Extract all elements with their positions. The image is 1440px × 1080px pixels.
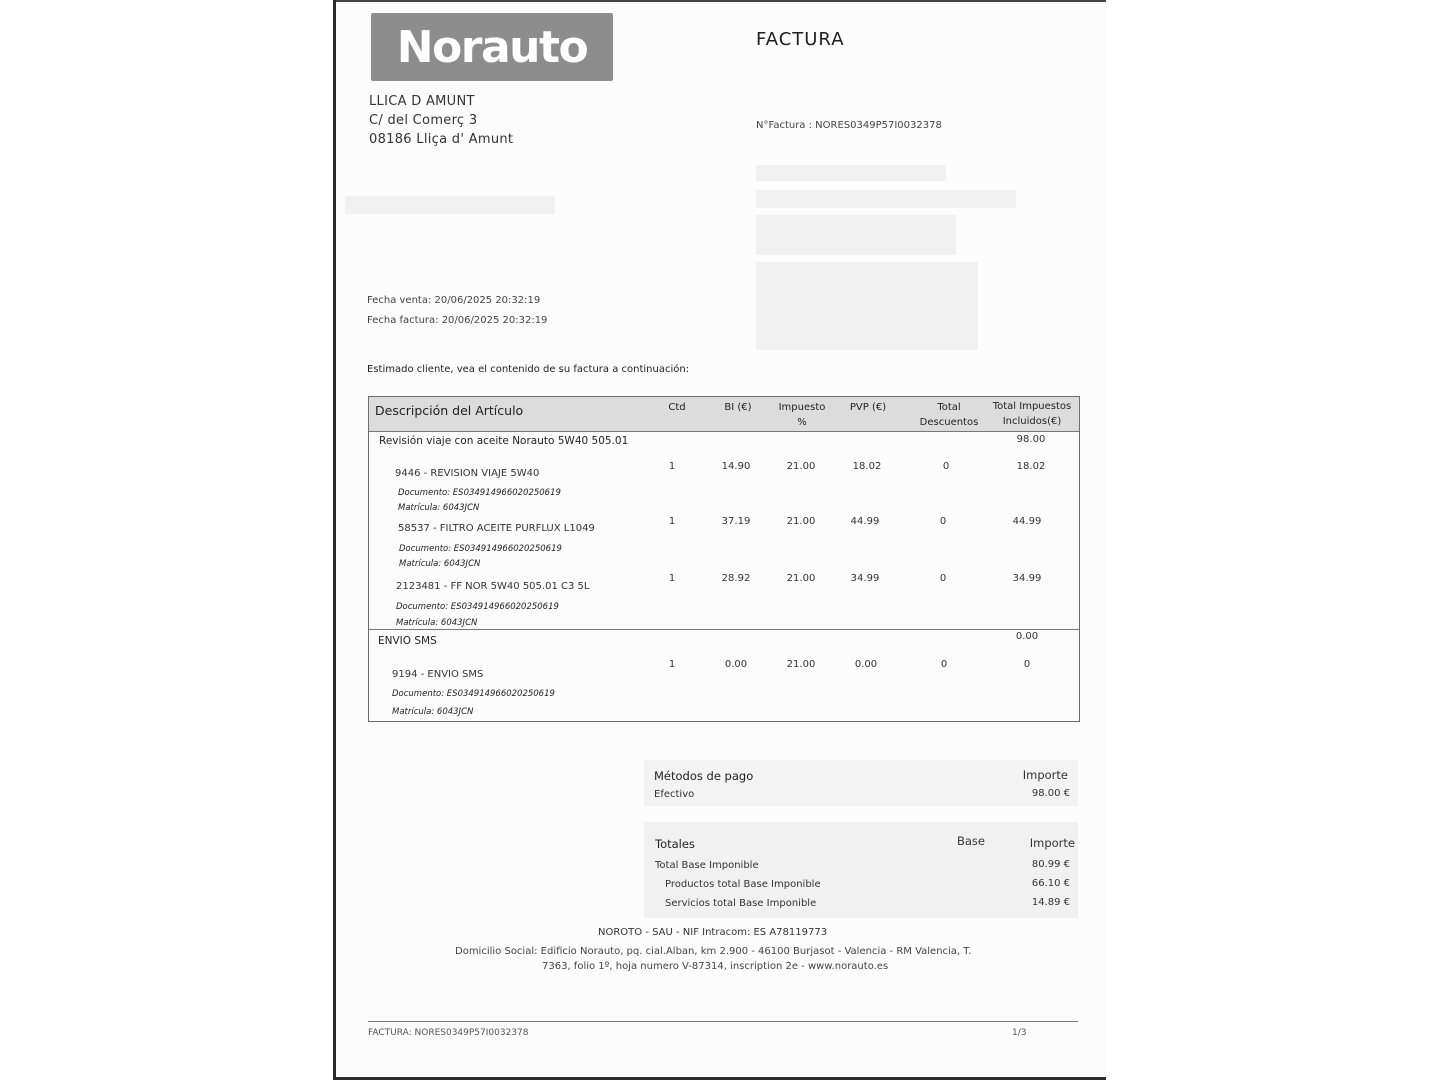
totals-row-label: Total Base Imponible (655, 860, 759, 871)
redacted-area (756, 190, 1016, 208)
group-divider (369, 629, 1079, 630)
sale-date: Fecha venta: 20/06/2025 20:32:19 (367, 295, 541, 306)
header-qty: Ctd (668, 402, 686, 413)
group-title: ENVIO SMS (378, 635, 437, 647)
item-qty: 1 (668, 461, 676, 472)
item-pvp: 44.99 (850, 516, 880, 527)
item-bi: 0.00 (724, 659, 748, 670)
header-discounts (914, 400, 984, 430)
payment-title: Métodos de pago (654, 769, 754, 783)
item-discount: 0 (939, 516, 947, 527)
totals-box (644, 822, 1078, 918)
item-tax: 21.00 (786, 516, 816, 527)
items-table (368, 396, 1080, 722)
item-matricula: Matrícula: 6043JCN (398, 503, 480, 513)
item-bi: 37.19 (721, 516, 751, 527)
item-documento: Documento: ES034914966020250619 (399, 544, 562, 554)
header-pvp: PVP (€) (849, 402, 887, 413)
item-matricula: Matrícula: 6043JCN (396, 618, 478, 628)
item-tax: 21.00 (786, 461, 816, 472)
item-name: 2123481 - FF NOR 5W40 505.01 C3 5L (396, 581, 590, 592)
header-tax-line1: Impuesto (778, 402, 826, 413)
item-name: 58537 - FILTRO ACEITE PURFLUX L1049 (398, 523, 595, 534)
intro-text: Estimado cliente, vea el contenido de su factura a continuación: (367, 364, 690, 375)
footer-address-line2: 7363, folio 1º, hoja numero V-87314, inscription 2e - www.norauto.es (542, 961, 889, 972)
totals-base-label: Base (957, 834, 986, 848)
totals-row-value: 80.99 € (1031, 859, 1070, 870)
item-total: 44.99 (1012, 516, 1042, 527)
redacted-area (756, 262, 978, 350)
payment-amount-label: Importe (1022, 768, 1068, 782)
totals-row-value: 14.89 € (1031, 897, 1070, 908)
item-total: 18.02 (1016, 461, 1046, 472)
redacted-area (756, 165, 946, 181)
totals-row-label: Servicios total Base Imponible (665, 898, 817, 909)
header-description: Descripción del Artículo (375, 403, 524, 418)
paper-edge-top (336, 0, 1106, 2)
item-discount: 0 (940, 659, 948, 670)
page-number: 1/3 (1012, 1028, 1027, 1038)
item-qty: 1 (668, 516, 676, 527)
payment-amount: 98.00 € (1031, 788, 1070, 799)
item-matricula: Matrícula: 6043JCN (392, 707, 474, 717)
item-documento: Documento: ES034914966020250619 (396, 602, 559, 612)
group-total: 0.00 (1015, 631, 1039, 642)
paper-edge-left (333, 0, 336, 1080)
payment-box (644, 760, 1078, 806)
invoice-date: Fecha factura: 20/06/2025 20:32:19 (367, 315, 548, 326)
footer-divider (368, 1021, 1078, 1022)
header-discounts-line1: Total (937, 402, 961, 413)
footer-address-line1: Domicilio Social: Edificio Norauto, pq. cial.Alban, km 2.900 - 46100 Burjasot - Valencia - RM Valencia, T. (455, 946, 972, 957)
item-name: 9446 - REVISION VIAJE 5W40 (395, 468, 540, 479)
item-name: 9194 - ENVIO SMS (392, 669, 484, 680)
item-total: 0 (1023, 659, 1031, 670)
group-title: Revisión viaje con aceite Norauto 5W40 505.01 (379, 435, 629, 447)
header-bi: BI (€) (724, 402, 752, 413)
header-discounts-line2: Descuentos (919, 417, 979, 428)
item-discount: 0 (942, 461, 950, 472)
footer-company: NOROTO - SAU - NIF Intracom: ES A78119773 (598, 927, 828, 938)
item-documento: Documento: ES034914966020250619 (398, 488, 561, 498)
store-city: 08186 Lliça d' Amunt (369, 132, 514, 147)
payment-method: Efectivo (654, 789, 695, 800)
item-discount: 0 (939, 573, 947, 584)
item-total: 34.99 (1012, 573, 1042, 584)
totals-amount-label: Importe (1029, 836, 1075, 850)
item-qty: 1 (668, 659, 676, 670)
header-total-line2: Incluidos(€) (1002, 416, 1062, 427)
logo-text: Norauto (396, 21, 588, 73)
footer-invoice-ref: FACTURA: NORES0349P57I0032378 (368, 1028, 529, 1038)
item-pvp: 34.99 (850, 573, 880, 584)
store-street: C/ del Comerç 3 (369, 113, 478, 128)
item-pvp: 18.02 (852, 461, 882, 472)
document-title: FACTURA (756, 29, 845, 50)
item-pvp: 0.00 (854, 659, 878, 670)
header-total (986, 399, 1078, 429)
table-header (369, 397, 1079, 432)
header-tax-line2: % (797, 417, 807, 428)
group-total: 98.00 (1016, 434, 1046, 445)
item-tax: 21.00 (786, 573, 816, 584)
totals-title: Totales (655, 837, 695, 851)
redacted-area (345, 196, 555, 214)
item-tax: 21.00 (786, 659, 816, 670)
totals-row-value: 66.10 € (1031, 878, 1070, 889)
item-bi: 14.90 (721, 461, 751, 472)
invoice-number: N°Factura : NORES0349P57I0032378 (756, 120, 942, 131)
totals-row-label: Productos total Base Imponible (665, 879, 821, 890)
header-tax (770, 400, 834, 430)
item-qty: 1 (668, 573, 676, 584)
store-name: LLICA D AMUNT (369, 94, 475, 109)
item-documento: Documento: ES034914966020250619 (392, 689, 555, 699)
item-matricula: Matrícula: 6043JCN (399, 559, 481, 569)
norauto-logo (371, 13, 613, 81)
header-total-line1: Total Impuestos (992, 401, 1072, 412)
item-bi: 28.92 (721, 573, 751, 584)
redacted-area (756, 215, 956, 255)
